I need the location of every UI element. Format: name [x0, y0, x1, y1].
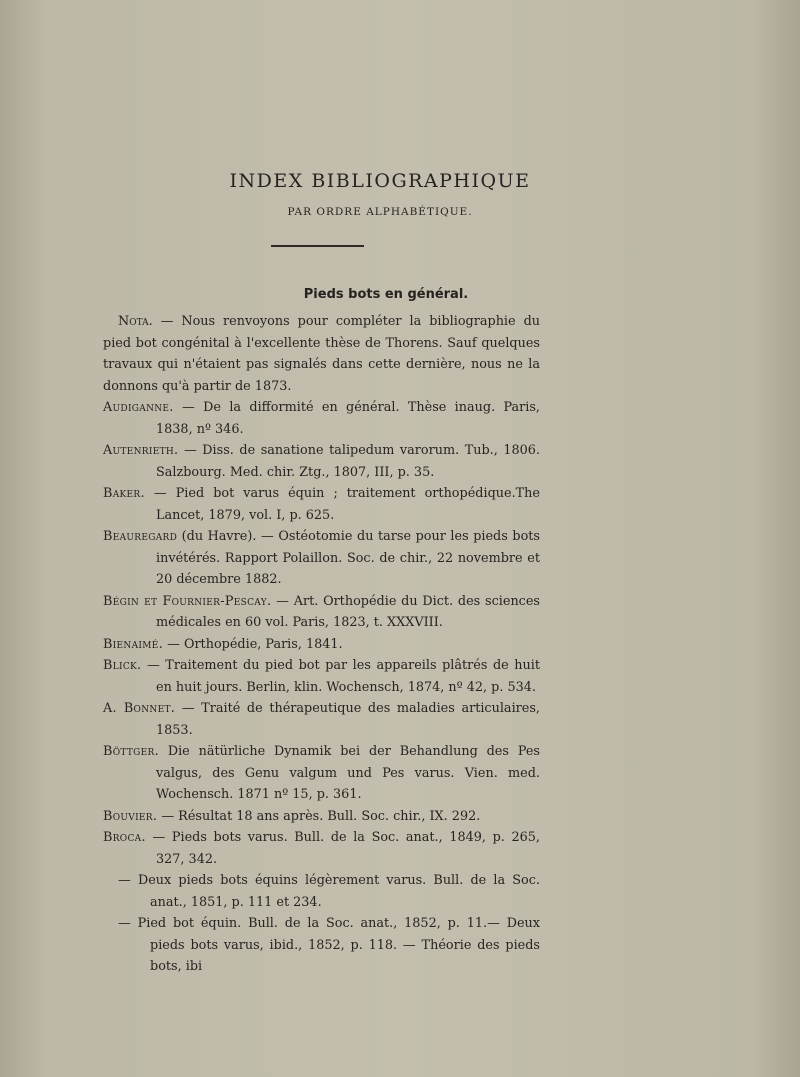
entry-text: — Pied bot varus équin ; traitement orthopédique.The Lancet, 1879, vol. I, p. 625. [144, 486, 540, 523]
entry-author: Böttger. [103, 744, 159, 759]
entry-text: — Pieds bots varus. Bull. de la Soc. anat., 1849, p. 265, 327, 342. [145, 830, 540, 867]
entry-text: Deux pieds bots équins légèrement varus. Bull. de la Soc. anat., 1851, p. 111 et 234. [130, 873, 540, 910]
bibliography-entry [103, 634, 540, 656]
bibliography-entry [103, 741, 540, 806]
index-heading: INDEX BIBLIOGRAPHIQUE [229, 170, 531, 192]
entry-text: Die nätürliche Dynamik bei der Behandlung des Pes valgus, des Genu valgum und Pes varus. Vien. med. Wochensch. 1871 nº 15, p. 361. [156, 744, 540, 802]
section-title: Pieds bots en général. [303, 287, 469, 302]
bibliography-entry [103, 698, 540, 741]
entry-dash: — [118, 916, 131, 931]
bibliography-entry [103, 827, 540, 870]
entry-text: Pied bot équin. Bull. de la Soc. anat., 1852, p. 11.— Deux pieds bots varus, ibid., 1852, p. 118. — Théorie des pieds bots, ibi [130, 916, 540, 974]
entry-text: — Diss. de sanatione talipedum varorum. Tub., 1806. Salzbourg. Med. chir. Ztg., 1807, III, p. 35. [156, 443, 540, 480]
entry-text: — Art. Orthopédie du Dict. des sciences médicales en 60 vol. Paris, 1823, t. XXXVIII. [156, 593, 540, 630]
entry-author: Blick. [103, 658, 142, 673]
entry-text: — Résultat 18 ans après. Bull. Soc. chir., IX. 292. [157, 808, 481, 824]
nota-label: Nota. [118, 314, 153, 329]
bibliography-entry [103, 440, 540, 483]
entry-author: Autenrieth. [103, 443, 179, 458]
entry-author: Bouvier. [103, 808, 158, 824]
bibliography-entry [103, 806, 540, 828]
bibliography-entry [103, 397, 540, 440]
entry-author: Bienaimé. [103, 636, 164, 652]
entry-author: A. Bonnet. [103, 701, 176, 716]
entry-author: Beauregard [103, 529, 178, 544]
decorative-rule [271, 245, 364, 247]
nota-paragraph [103, 311, 540, 397]
entry-text: — Orthopédie, Paris, 1841. [163, 636, 343, 652]
entry-author: Audiganne. [103, 400, 174, 415]
bibliography-entry [103, 655, 540, 698]
entry-text: — De la difformité en général. Thèse inaug. Paris, 1838, nº 346. [156, 400, 540, 437]
continuation-entry [103, 913, 540, 978]
entry-text: — Traité de thérapeutique des maladies articulaires, 1853. [156, 701, 540, 738]
nota-text: — Nous renvoyons pour compléter la bibliographie du pied bot congénital à l'excellente thèse de Thorens. Sauf quelques travaux qui n'étaient pas signalés dans cette dernière, nous ne la donnons qu'à partir de 1873. [103, 314, 540, 394]
entry-text: (du Havre). — Ostéotomie du tarse pour les pieds bots invétérés. Rapport Polaillon. Soc. de chir., 22 novembre et 20 décembre 1882. [156, 529, 540, 587]
entry-author: Baker. [103, 486, 145, 501]
entry-text: — Traitement du pied bot par les appareils plâtrés de huit en huit jours. Berlin, klin. Wochensch, 1874, nº 42, p. 534. [141, 658, 540, 695]
bibliography-list [103, 311, 540, 978]
index-subheading: PAR ORDRE ALPHABÉTIQUE. [287, 206, 473, 218]
entry-dash: — [118, 873, 131, 888]
bibliography-entry [103, 526, 540, 591]
bibliography-entry [103, 483, 540, 526]
entry-author: Bégin et Fournier-Pescay. [103, 593, 272, 609]
continuation-entry [103, 870, 540, 913]
bibliography-entry [103, 591, 540, 634]
entry-author: Broca. [103, 830, 146, 845]
